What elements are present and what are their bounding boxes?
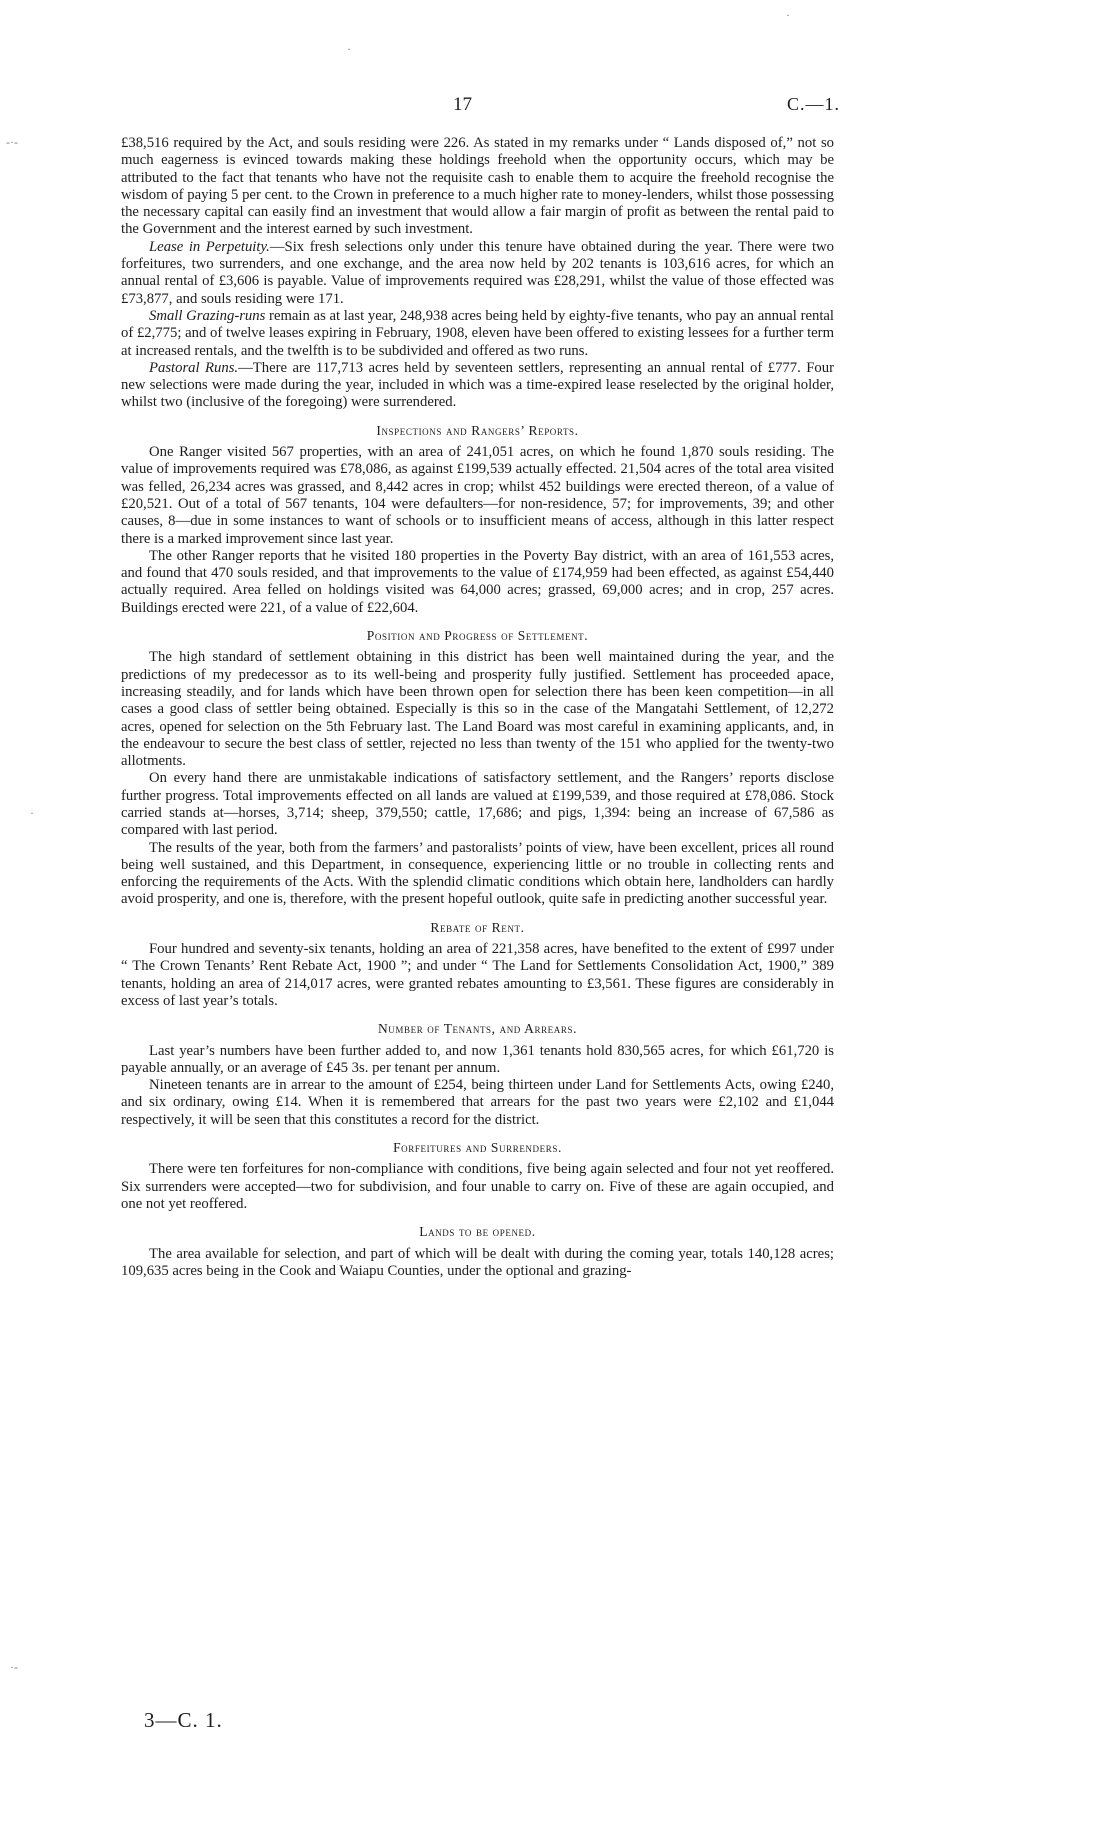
paragraph: The other Ranger reports that he visited 180 properties in the Poverty Bay district, with an area of 161,553 acres, and found that 470 souls resided, and that improvements to the value of £174,959 had been effected, as against £54,440 actually required. Area felled on holdings visited was 64,000 acres; grassed, 69,000 acres; and in crop, 257 acres. Buildings erected were 221, of a value of £22,604. xyxy=(121,547,834,616)
lease-in-perpetuity-text: —Six fresh selections only under this tenure have obtained during the year. There were two forfeitures, two surrenders, and one exchange, and the area now held by 202 tenants is 103,616 acres, for which an annual rental of £3,606 is payable. Value of improvements required was £28,291, whilst the value of those effected was £73,877, and souls residing were 171. xyxy=(121,238,834,307)
paragraph-small-grazing-runs xyxy=(121,308,834,360)
paragraph: £38,516 required by the Act, and souls residing were 226. As stated in my remarks under “ Lands disposed of,” not so much eagerness is evinced towards making these holdings freehold when the opportunity occurs, which may be attributed to the fact that tenants who have not the requisite cash to enable them to acquire the freehold recognise the wisdom of paying 5 per cent. to the Crown in preference to a much higher rate to money-lenders, whilst those possessing the necessary capital can easily find an investment that would allow a fair margin of profit as between the rental paid to the Government and the interest earned by such investment. xyxy=(121,135,834,238)
paragraph: The high standard of settlement obtaining in this district has been well maintained during the year, and the predictions of my predecessor as to its well-being and prosperity fully justified. Settlement has proceeded apace, increasing steadily, and for lands which have been thrown open for selection there has been keen competition—in all cases a good class of settler being obtained. Especially is this so in the case of the Mangatahi Settlement, of 12,272 acres, opened for selection on the 5th February last. The Land Board was most careful in examining applicants, and, in the endeavour to secure the best class of settler, rejected no less than twenty of the 151 who applied for the twenty-two allotments. xyxy=(121,649,834,770)
section-heading-inspections: Inspections and Rangers’ Reports. xyxy=(376,422,579,438)
document-reference: C.—1. xyxy=(787,94,841,114)
scan-mark: ·- xyxy=(10,1660,18,1674)
section-heading-tenants: Number of Tenants, and Arrears. xyxy=(377,1021,578,1037)
paragraph: The results of the year, both from the farmers’ and pastoralists’ points of view, have been excellent, prices all round being well sustained, and this Department, in consequence, experiencing little or no trouble in collecting rents and enforcing the requirements of the Acts. With the splendid climatic conditions which obtain here, landholders can hardly avoid prosperity, and one is, therefore, with the present hopeful outlook, quite safe in predicting another successful year. xyxy=(121,839,834,908)
pastoral-runs-text: —There are 117,713 acres held by seventeen settlers, representing an annual rental of £777. Four new selections were made during the year, included in which was a time-expired lease reselected by the original holder, whilst two (inclusive of the foregoing) were surrendered. xyxy=(121,359,834,411)
section-heading-position: Position and Progress of Settlement. xyxy=(366,628,589,644)
small-grazing-runs-text: remain as at last year, 248,938 acres being held by eighty-five tenants, who pay an annual rental of £2,775; and of twelve leases expiring in February, 1908, eleven have been offered to existing lessees for a further term at increased rentals, and the twelfth is to be subdivided and offered as two runs. xyxy=(121,307,835,359)
paragraph: There were ten forfeitures for non-compliance with conditions, five being again selected and four not yet reoffered. Six surrenders were accepted—two for subdivision, and four unable to carry on. Five of these are again occupied, and one not yet reoffered. xyxy=(121,1161,834,1212)
page-header xyxy=(0,94,944,120)
paragraph-pastoral-runs xyxy=(121,360,834,412)
section-heading-forfeitures: Forfeitures and Surrenders. xyxy=(393,1140,562,1156)
scan-mark: · xyxy=(30,806,34,820)
paragraph: Nineteen tenants are in arrear to the amount of £254, being thirteen under Land for Settlements Acts, owing £240, and six ordinary, owing £14. When it is remembered that arrears for the past two years were £2,102 and £1,044 respectively, it will be seen that this constitutes a record for the district. xyxy=(121,1077,834,1128)
page-number: 17 xyxy=(453,94,472,115)
signature-reference: 3—C. 1. xyxy=(144,1708,223,1732)
pastoral-runs-title: Pastoral Runs. xyxy=(149,359,239,376)
lease-in-perpetuity-title: Lease in Perpetuity. xyxy=(149,238,270,255)
paragraph-lease-in-perpetuity xyxy=(121,239,834,308)
small-grazing-runs-title: Small Grazing-runs xyxy=(149,307,266,324)
paragraph: One Ranger visited 567 properties, with an area of 241,051 acres, on which he found 1,870 souls residing. The value of improvements required was £78,086, as against £199,539 actually effected. 21,504 acres of the total area visited was felled, 26,234 acres was grassed, and 8,442 acres in crop; whilst 452 buildings were erected thereon, of a value of £20,521. Out of a total of 567 tenants, 104 were defaulters—for non-residence, 57; for improvements, 39; and other causes, 8—due in some instances to want of schools or to insufficient means of access, although in this latter respect there is a marked improvement since last year. xyxy=(121,444,834,547)
scan-mark: -·- xyxy=(6,135,18,149)
paragraph: On every hand there are unmistakable indications of satisfactory settlement, and the Rangers’ reports disclose further progress. Total improvements effected on all lands are valued at £199,539, and those required at £78,086. Stock carried stands at—horses, 3,714; sheep, 379,550; cattle, 17,686; and pigs, 1,394: being an increase of 67,586 as compared with last period. xyxy=(121,770,834,839)
section-heading-lands: Lands to be opened. xyxy=(419,1224,536,1240)
scan-mark: · xyxy=(786,8,790,22)
paragraph: Four hundred and seventy-six tenants, holding an area of 221,358 acres, have benefited to the extent of £997 under “ The Crown Tenants’ Rent Rebate Act, 1900 ”; and under “ The Land for Settlements Consolidation Act, 1900,” 389 tenants, holding an area of 214,017 acres, were granted rebates amounting to £3,561. These figures are considerably in excess of last year’s totals. xyxy=(121,941,834,1009)
body-text xyxy=(121,135,834,1280)
section-heading-rebate: Rebate of Rent. xyxy=(430,919,525,935)
paragraph: Last year’s numbers have been further added to, and now 1,361 tenants hold 830,565 acres, for which £61,720 is payable annually, or an average of £45 3s. per tenant per annum. xyxy=(121,1042,834,1076)
scan-mark: · xyxy=(347,42,351,56)
paragraph: The area available for selection, and part of which will be dealt with during the coming year, totals 140,128 acres; 109,635 acres being in the Cook and Waiapu Counties, under the optional and grazing- xyxy=(121,1245,834,1279)
